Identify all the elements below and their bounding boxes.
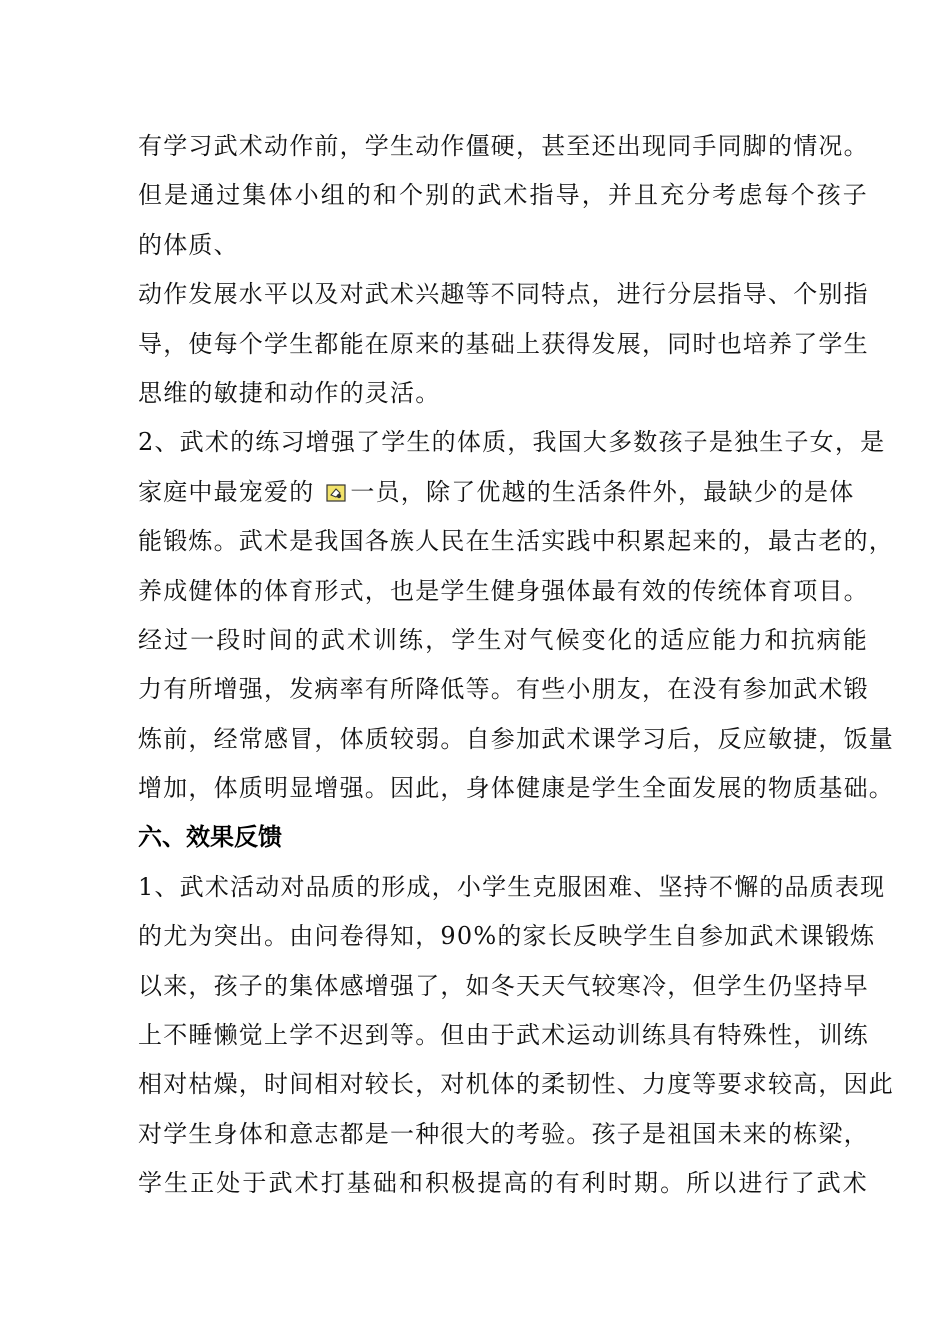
text-line: 上不睡懒觉上学不迟到等。但由于武术运动训练具有特殊性，训练 xyxy=(138,1021,869,1050)
embedded-object-icon xyxy=(326,484,346,502)
text-line: 动作发展水平以及对武术兴趣等不同特点，进行分层指导、个别指 xyxy=(138,280,869,309)
text-line: 的体质、 xyxy=(138,230,239,259)
text-line: 炼前，经常感冒，体质较弱。自参加武术课学习后，反应敏捷，饭量 xyxy=(138,724,894,753)
text-line: 经过一段时间的武术训练，学生对气候变化的适应能力和抗病能 xyxy=(138,625,868,654)
document-body xyxy=(138,122,894,1209)
text-segment: 家庭中最宠爱的 xyxy=(138,477,315,506)
text-line: 增加，体质明显增强。因此，身体健康是学生全面发展的物质基础。 xyxy=(138,774,894,803)
text-line: 2、武术的练习增强了学生的体质，我国大多数孩子是独生子女，是 xyxy=(138,428,886,457)
text-line: 力有所增强，发病率有所降低等。有些小朋友，在没有参加武术锻 xyxy=(138,675,869,704)
text-line: 思维的敏捷和动作的灵活。 xyxy=(138,378,441,407)
text-line: 1、武术活动对品质的形成，小学生克服困难、坚持不懈的品质表现 xyxy=(138,872,886,901)
section-heading: 六、效果反馈 xyxy=(138,823,282,852)
text-line: 养成健体的体育形式，也是学生健身强体最有效的传统体育项目。 xyxy=(138,576,869,605)
text-line: 的尤为突出。由问卷得知，90%的家长反映学生自参加武术课锻炼 xyxy=(138,922,876,951)
text-line: 有学习武术动作前，学生动作僵硬，甚至还出现同手同脚的情况。 xyxy=(138,132,869,160)
text-line: 能锻炼。武术是我国各族人民在生活实践中积累起来的，最古老的， xyxy=(138,527,894,556)
text-segment: 一员，除了优越的生活条件外，最缺少的是体 xyxy=(350,477,855,506)
text-line: 学生正处于武术打基础和积极提高的有利时期。所以进行了武术 xyxy=(138,1169,868,1198)
text-line: 相对枯燥，时间相对较长，对机体的柔韧性、力度等要求较高，因此 xyxy=(138,1070,894,1099)
text-line: 但是通过集体小组的和个别的武术指导，并且充分考虑每个孩子 xyxy=(138,181,868,210)
text-line: 对学生身体和意志都是一种很大的考验。孩子是祖国未来的栋梁， xyxy=(138,1119,869,1148)
text-line-with-icon xyxy=(138,468,868,517)
text-line: 以来，孩子的集体感增强了，如冬天天气较寒冷，但学生仍坚持早 xyxy=(138,971,869,1000)
text-line: 导，使每个学生都能在原来的基础上获得发展，同时也培养了学生 xyxy=(138,329,869,358)
